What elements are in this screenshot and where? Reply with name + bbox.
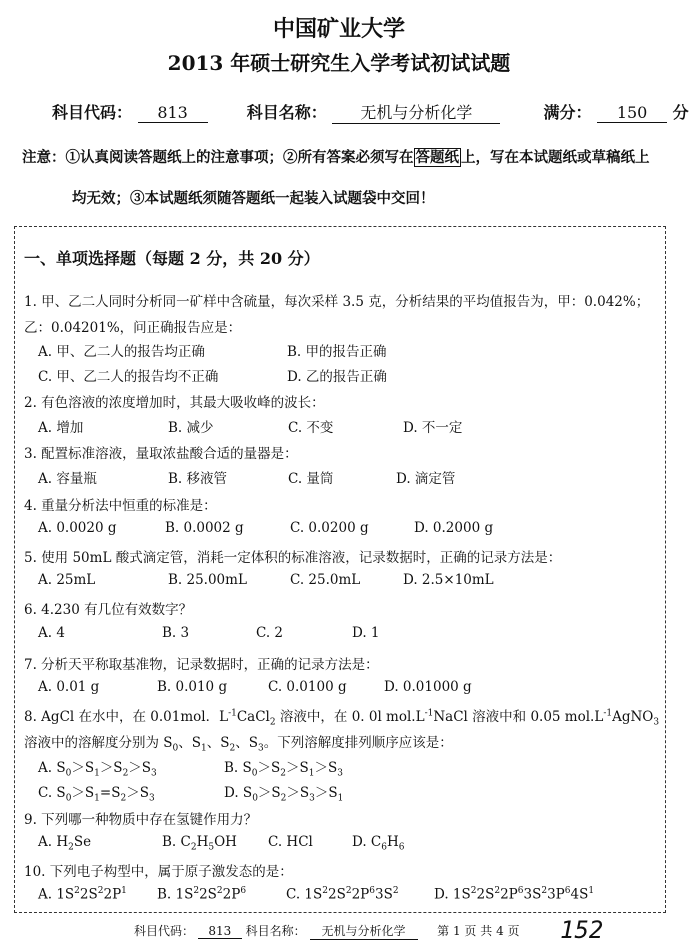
superscript: 2 — [392, 886, 399, 896]
question-stem: 9. 下列哪一种物质中存在氢键作用力？ — [24, 812, 258, 828]
question-stem — [24, 705, 659, 728]
option-text: 2S — [328, 886, 346, 903]
superscript: 2 — [470, 886, 477, 896]
section-title: 一、单项选择题（每题 2 分，共 20 分） — [24, 249, 320, 268]
subscript: 3 — [337, 768, 343, 779]
subscript: 2 — [190, 842, 197, 853]
subscript: 5 — [208, 842, 215, 853]
superscript: -1 — [228, 708, 237, 719]
stem-text: AgNO — [612, 709, 654, 725]
superscript: 6 — [564, 886, 571, 896]
question-stem: 2. 有色溶液的浓度增加时，其最大吸收峰的波长： — [24, 395, 325, 411]
option-text: 4S — [570, 886, 589, 903]
superscript: 2 — [345, 886, 352, 896]
option-text: C. S — [38, 785, 66, 801]
question-stem: 5. 使用 50mL 酸式滴定管，消耗一定体积的标准溶液，记录数据时，正确的记录方法是： — [24, 550, 562, 566]
option-text: ＞S — [126, 785, 149, 801]
option: B. 0.010 g — [157, 679, 228, 695]
option-text: 2P — [500, 886, 518, 903]
superscript: 2 — [97, 886, 104, 896]
question-stem: 10. 下列电子构型中，属于原子激发态的是： — [24, 864, 293, 880]
footer-name-value: 无机与分析化学 — [310, 922, 418, 940]
superscript: 2 — [74, 886, 80, 896]
subscript: 6 — [398, 842, 405, 853]
option-text: =S — [99, 785, 121, 801]
question-stem: 3. 配置标准溶液，量取浓盐酸合适的量器是： — [24, 446, 298, 462]
option-text: C. HCl — [268, 834, 313, 850]
option-text: A. 1S — [38, 886, 75, 903]
subscript: 3 — [151, 768, 157, 779]
stem-text: 8. AgCl 在水中，在 0.01mol．L — [24, 709, 229, 725]
stem-text: 溶液中的溶解度分别为 S — [24, 735, 173, 751]
option-text: H — [387, 834, 399, 850]
stem-text: 。下列溶解度排列顺序应该是： — [263, 735, 453, 751]
option-text: H — [196, 834, 209, 850]
option: C. 0.0200 g — [290, 520, 369, 536]
superscript: 2 — [216, 886, 223, 896]
option-text: ＞S — [71, 760, 95, 776]
score-unit: 分 — [672, 103, 689, 122]
option — [38, 834, 91, 853]
superscript: 1 — [121, 886, 127, 896]
option — [268, 834, 313, 850]
option-text: A. S — [38, 760, 66, 776]
subject-info-row — [52, 100, 689, 124]
option-text: 3S — [375, 886, 393, 903]
option-text: ＞S — [128, 760, 152, 776]
option-text: ＞S — [257, 785, 281, 801]
option-text: 2S — [79, 886, 98, 903]
question-stem: 1. 甲、乙二人同时分析同一矿样中含硫量，每次采样 3.5 克，分析结果的平均值报告为，甲：0.042%； — [24, 294, 650, 310]
option — [157, 886, 246, 903]
option: D. 1 — [352, 625, 380, 641]
subscript: 2 — [122, 768, 129, 779]
subscript: 2 — [280, 768, 286, 779]
option: C. 量筒 — [288, 471, 334, 487]
notice-line-1 — [22, 146, 650, 167]
superscript: 1 — [588, 886, 595, 896]
notice-text-b: 上，写在本试题纸或草稿纸上 — [461, 149, 650, 166]
option-text: 2S — [199, 886, 217, 903]
subscript: 3 — [653, 717, 660, 728]
option: D. 0.01000 g — [384, 679, 472, 695]
subscript: 3 — [258, 743, 264, 754]
option: D. 不一定 — [403, 420, 463, 436]
superscript: 2 — [193, 886, 200, 896]
university-title: 中国矿业大学 — [272, 16, 405, 42]
subscript: 2 — [269, 717, 276, 728]
option: D. 乙的报告正确 — [287, 369, 387, 385]
option: B. 移液管 — [168, 471, 228, 487]
option-text: 2P — [222, 886, 241, 903]
stem-text: 、S — [178, 735, 202, 751]
option: A. 0.01 g — [38, 679, 100, 695]
option: A. 容量瓶 — [38, 471, 97, 487]
name-value: 无机与分析化学 — [332, 100, 500, 124]
question-stem-cont: 乙：0.04201%，问正确报告应是： — [24, 320, 242, 336]
answer-sheet-box: 答题纸 — [415, 149, 459, 166]
superscript: 2 — [494, 886, 501, 896]
stem-text: 、S — [235, 735, 258, 751]
option: B. 0.0002 g — [165, 520, 244, 536]
option: B. 3 — [162, 625, 190, 641]
subscript: 1 — [94, 768, 100, 779]
option — [224, 756, 343, 779]
page-footer — [134, 922, 520, 940]
option-text: D. 1S — [434, 886, 471, 903]
option-text: C. 1S — [286, 886, 323, 903]
stem-text: 、S — [206, 735, 230, 751]
option — [162, 834, 237, 853]
option — [38, 756, 157, 779]
option: C. 0.0100 g — [268, 679, 347, 695]
option: A. 25mL — [38, 572, 96, 588]
option: B. 甲的报告正确 — [287, 344, 387, 360]
option — [224, 781, 343, 804]
question-stem: 6. 4.230 有几位有效数字？ — [24, 602, 193, 618]
option: A. 4 — [38, 625, 65, 641]
subscript: 6 — [381, 842, 387, 853]
option-text: ＞S — [257, 760, 281, 776]
stem-text: CaCl — [236, 709, 270, 725]
option-text: B. S — [224, 760, 252, 776]
question-stem: 4. 重量分析法中恒重的标准是： — [24, 498, 217, 514]
option: C. 甲、乙二人的报告均不正确 — [38, 369, 219, 385]
option-text: 2P — [103, 886, 122, 903]
option-text: 3S — [523, 886, 542, 903]
option-text: 2P — [351, 886, 370, 903]
code-label: 科目代码： — [52, 103, 133, 122]
name-label: 科目名称： — [246, 103, 327, 122]
page-number: 第 1 页 共 4 页 — [437, 924, 520, 938]
superscript: -1 — [603, 708, 613, 719]
subscript: 2 — [120, 793, 127, 804]
option: C. 2 — [256, 625, 284, 641]
superscript: 6 — [240, 886, 247, 896]
option: A. 甲、乙二人的报告均正确 — [38, 344, 205, 360]
option-text: D. C — [352, 834, 382, 850]
subscript: 1 — [308, 768, 315, 779]
option-text: ＞S — [286, 785, 310, 801]
subscript: 3 — [309, 793, 315, 804]
option-text: 3P — [547, 886, 565, 903]
footer-name-label: 科目名称： — [245, 924, 306, 938]
option: B. 减少 — [168, 420, 214, 436]
subscript: 0 — [251, 768, 258, 779]
score-label: 满分： — [543, 103, 592, 122]
option-text: D. S — [224, 785, 253, 801]
subscript: 1 — [337, 793, 344, 804]
option: B. 25.00mL — [168, 572, 247, 588]
option-text: ＞S — [314, 785, 338, 801]
notice-text-a: 注意：①认真阅读答题纸上的注意事项；②所有答案必须写在 — [22, 149, 414, 166]
stem-text: 溶液中，在 0. 0l mol.L — [275, 709, 425, 725]
option — [286, 886, 399, 903]
subscript: 2 — [280, 793, 287, 804]
code-value: 813 — [138, 103, 208, 123]
option-text: ＞S — [314, 760, 338, 776]
subscript: 2 — [229, 743, 236, 754]
option-text: 2S — [476, 886, 495, 903]
superscript: 6 — [369, 886, 376, 896]
option: C. 不变 — [288, 420, 334, 436]
superscript: 6 — [517, 886, 524, 896]
subscript: 1 — [94, 793, 100, 804]
subscript: 1 — [201, 743, 207, 754]
question-stem-cont — [24, 731, 453, 754]
option — [352, 834, 405, 853]
stem-text: NaCl 溶液中和 0.05 mol.L — [433, 709, 604, 725]
option-text: B. 1S — [157, 886, 194, 903]
score-value: 150 — [597, 103, 667, 123]
subscript: 0 — [252, 793, 258, 804]
option-text: ＞S — [99, 760, 123, 776]
subscript: 0 — [65, 793, 72, 804]
option-text: ＞S — [71, 785, 95, 801]
option — [38, 886, 127, 903]
exam-title: 2013 年硕士研究生入学考试初试试题 — [167, 51, 511, 75]
option: A. 增加 — [38, 420, 84, 436]
option-text: ＞S — [285, 760, 309, 776]
footer-code-label: 科目代码： — [134, 924, 195, 938]
option — [434, 886, 594, 903]
subscript: 0 — [172, 743, 179, 754]
handwritten-page-mark: 152 — [560, 916, 604, 944]
subscript: 3 — [148, 793, 155, 804]
subscript: 2 — [68, 842, 74, 853]
option-text: A. H — [38, 834, 69, 850]
option: D. 滴定管 — [396, 471, 456, 487]
superscript: 2 — [322, 886, 329, 896]
option: A. 0.0020 g — [38, 520, 117, 536]
question-stem: 7. 分析天平称取基准物，记录数据时，正确的记录方法是： — [24, 657, 379, 673]
footer-code-value: 813 — [198, 924, 242, 939]
option-text: B. C — [162, 834, 191, 850]
option-text: Se — [73, 834, 92, 850]
subscript: 0 — [65, 768, 72, 779]
option: D. 0.2000 g — [414, 520, 494, 536]
option: C. 25.0mL — [290, 572, 361, 588]
option-text: OH — [214, 834, 237, 850]
option — [38, 781, 155, 804]
notice-line-2: 均无效；③本试题纸须随答题纸一起装入试题袋中交回！ — [72, 190, 435, 207]
superscript: 2 — [541, 886, 548, 896]
option: D. 2.5×10mL — [403, 572, 494, 588]
superscript: -1 — [424, 708, 434, 719]
